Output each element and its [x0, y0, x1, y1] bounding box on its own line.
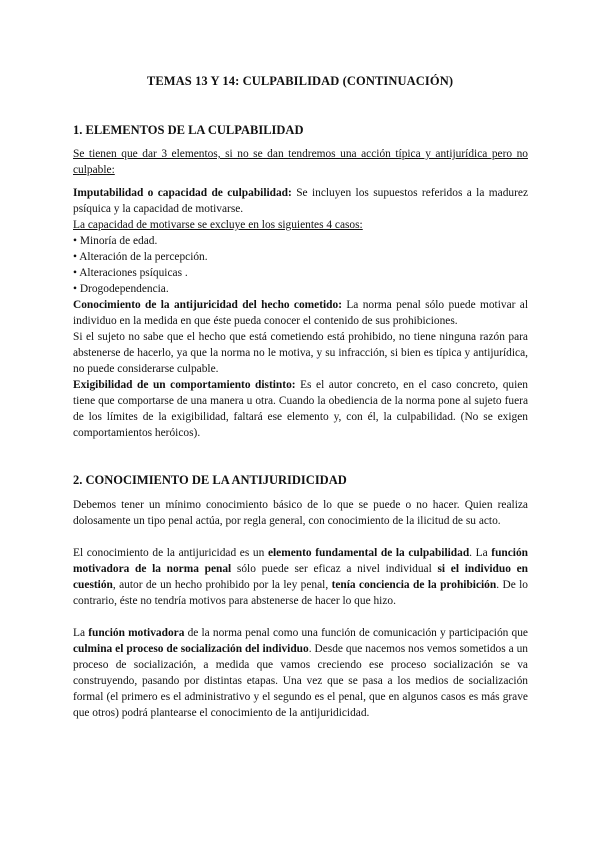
sujeto-paragraph: Si el sujeto no sabe que el hecho que está cometiendo está prohibido, no tiene ninguna razón para abstenerse de hacerlo, ya que la norma no le motiva, y su infracción, si bien es típica y antijurídica, no puede considerarse culpable. — [73, 331, 528, 375]
list-item: • Drogodependencia. — [73, 283, 169, 295]
imputabilidad-paragraph — [73, 185, 528, 217]
text-run: . De lo contrario, éste no tendría motivos para abstenerse de hacer lo que hizo. — [73, 579, 529, 607]
bold-run: culmina el proceso de socialización del individuo — [73, 643, 309, 655]
casos-list — [73, 233, 528, 297]
conocimiento-text: La norma penal sólo puede motivar al individuo en la medida en que éste pueda conocer el contenido de sus prohibiciones. — [73, 299, 528, 327]
exigibilidad-text: Es el autor concreto, en el caso concreto, quien tiene que comportarse de una manera u otra. Cuando la obediencia de la norma pone al sujeto fuera de los límites de la exigibilidad, faltará ese elemento y, con él, la culpabilidad. (No se exigen comportamientos heróicos). — [73, 379, 528, 439]
bold-run: si el individuo en cuestión — [73, 563, 529, 591]
bold-run: elemento fundamental de la culpabilidad — [267, 547, 470, 559]
bold-run: función motivadora de la norma penal — [73, 547, 528, 575]
list-item: • Alteraciones psíquicas . — [73, 267, 188, 279]
paragraph-conocimiento-antijuricidad — [73, 545, 528, 609]
list-item: • Alteración de la percepción. — [73, 251, 208, 263]
text-run: . La — [469, 547, 492, 559]
text-run: de la norma penal como una función de comunicación y participación que — [184, 627, 528, 639]
section-conocimiento-body — [73, 497, 528, 721]
paragraph-debemos: Debemos tener un mínimo conocimiento básico de lo que se puede o no hacer. Quien realiza dolosamente un tipo penal actúa, por regla general, con conocimiento de la ilicitud de su acto. — [73, 499, 528, 527]
text-run: , autor de un hecho prohibido por la ley penal, — [112, 579, 332, 591]
text-run: La — [73, 627, 89, 639]
section-elementos — [73, 122, 528, 138]
conocimiento-paragraph — [73, 297, 528, 329]
section-elementos-body — [73, 146, 528, 441]
exigibilidad-paragraph — [73, 377, 528, 441]
section-heading-elementos: 1. ELEMENTOS DE LA CULPABILIDAD — [73, 123, 304, 137]
bold-run: tenía conciencia de la prohibición — [331, 579, 497, 591]
paragraph-funcion-motivadora — [73, 625, 528, 721]
list-item: • Minoría de edad. — [73, 235, 158, 247]
conocimiento-label: Conocimiento de la antijuricidad del hecho cometido: — [73, 299, 343, 311]
exigibilidad-label: Exigibilidad de un comportamiento distinto: — [73, 379, 296, 391]
document-title: TEMAS 13 Y 14: CULPABILIDAD (CONTINUACIÓN) — [146, 74, 454, 88]
text-run: sólo puede ser eficaz a nivel individual — [231, 563, 438, 575]
text-run: El conocimiento de la antijuricidad es un — [73, 547, 268, 559]
imputabilidad-label: Imputabilidad o capacidad de culpabilidad: — [73, 187, 292, 199]
bold-run: función motivadora — [88, 627, 185, 639]
imputabilidad-text: Se incluyen los supuestos referidos a la madurez psíquica y la capacidad de motivarse. — [73, 187, 528, 215]
section-conocimiento — [73, 472, 528, 488]
section-heading-conocimiento: 2. CONOCIMIENTO DE LA ANTIJURIDICIDAD — [73, 473, 347, 487]
text-run: . Desde que nacemos nos vemos sometidos a un proceso de socialización, a medida que vamos creciendo ese proceso socialización se va construyendo, pasando por distintas etapas. Una vez que se pasa a los medios de socialización formal (el primero es el administrativo y el segundo es el penal, que en algunos casos es más grave que otros) podrá plantearse el conocimiento de la antijuridicidad. — [73, 643, 528, 719]
excluye-paragraph: La capacidad de motivarse se excluye en los siguientes 4 casos: — [73, 219, 363, 231]
intro-paragraph: Se tienen que dar 3 elementos, si no se dan tendremos una acción típica y antijurídica pero no culpable: — [73, 148, 528, 176]
